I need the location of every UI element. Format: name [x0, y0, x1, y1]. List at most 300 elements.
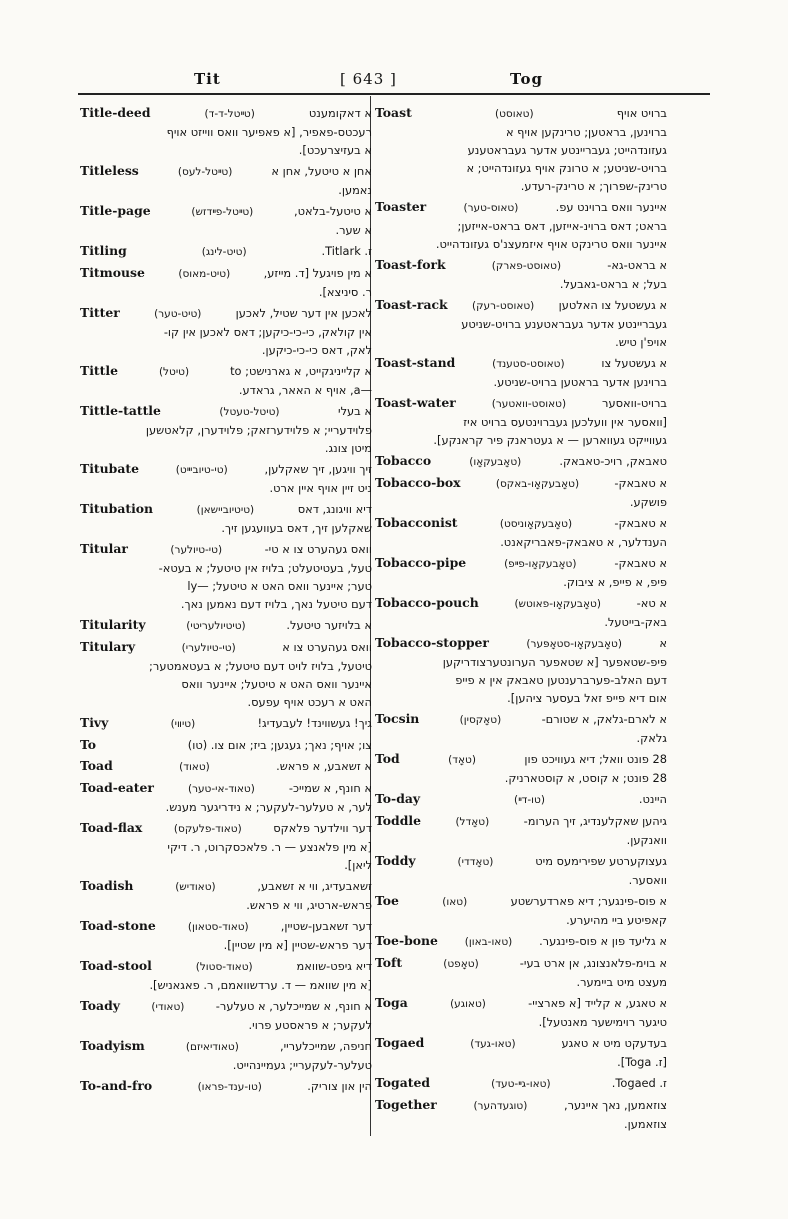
entry-pronunciation: (טיט-מאוס) [178, 268, 231, 280]
entry-pronunciation: (טאוסט-וואטער) [491, 398, 567, 410]
entry-first-line [375, 594, 667, 613]
entry-first-line [80, 202, 372, 221]
dictionary-entry [80, 500, 372, 537]
entry-headword: Tobacco [375, 453, 432, 468]
entry-definition: גיהען שאקלענדיג, זיך הערומ- [523, 814, 667, 828]
entry-definition-line: [וואסער אין וועלכען געברוינטעס ברויט איז [463, 415, 667, 429]
entry-pronunciation: (טאוד) [179, 761, 210, 773]
entry-first-line [375, 554, 667, 573]
entry-first-line [80, 500, 372, 519]
entry-definition: א בוימ-פלאנצונג, אן ארט בעי- [519, 956, 667, 970]
entry-definition-line: לעקער; א פראסטע פרוי. [248, 1018, 372, 1032]
entry-first-line [375, 198, 667, 217]
entry-pronunciation: (טאָקסין) [459, 714, 502, 726]
dictionary-entry [80, 304, 372, 359]
entry-definition: א טאבאק- [614, 476, 667, 490]
entry-headword: Title-page [80, 203, 151, 218]
entry-first-line [375, 354, 667, 373]
entry-definition-line: באק-בייטעל. [604, 615, 667, 629]
entry-first-line [80, 242, 372, 261]
entry-first-line [375, 634, 667, 653]
dictionary-entry [80, 714, 372, 733]
entry-pronunciation: (טוגעדהער) [473, 1100, 528, 1112]
entry-pronunciation: (טאוד-אי-טער) [187, 783, 255, 795]
entry-definition-line: איינער וואס טרינקט אויף איזמעצנ'ס געזונדהייט. [435, 237, 667, 251]
entry-headword: Tivy [80, 715, 109, 730]
entry-first-line [375, 1034, 667, 1053]
entry-first-line [80, 616, 372, 635]
entry-headword: Titubate [80, 461, 139, 476]
entry-first-line [80, 877, 372, 896]
entry-pronunciation: (טאָדדי) [457, 856, 494, 868]
entry-definition: דיא וויגונג, דאס [297, 502, 372, 516]
entry-definition-line: נאמען. [338, 183, 372, 197]
entry-definition-line: ניט זיין אויף איין ארט. [269, 481, 372, 495]
dictionary-entry [80, 736, 372, 754]
entry-headword: Tobacconist [375, 515, 458, 530]
entry-headword: Tobacco-box [375, 475, 461, 490]
entry-definition-line: [א מין שוואמ — ד. ערדשוואמם, ר. פאגאניש]. [149, 978, 372, 992]
entry-headword: Toast-fork [375, 257, 446, 272]
entry-definition-line: טרינק-שפרוך; א טרינק-רעדע. [520, 179, 667, 193]
entry-pronunciation: (טאוסט-רעק) [471, 300, 535, 312]
entry-definition: אחן א טיטעל, אחן א [271, 164, 372, 178]
entry-pronunciation: (טי-טיוביײט) [175, 464, 228, 476]
entry-headword: Toaster [375, 199, 427, 214]
entry-definition: וואס געהערט צו א [282, 640, 372, 654]
entry-definition-line: ליאן]. [344, 858, 372, 872]
entry-pronunciation: (טיװי) [170, 718, 196, 730]
entry-definition: 28 פונט וואל; דיא געוויכט פון [524, 752, 667, 766]
entry-definition: א חונף, א שמייכלער, א טעלער- [215, 999, 372, 1013]
entry-pronunciation: (טו-ענד-פראו) [197, 1081, 262, 1093]
dictionary-entry [375, 198, 667, 253]
entry-definition-line: טעלער-לעקעריי; געמיינהייט. [232, 1058, 372, 1072]
entry-first-line [375, 852, 667, 871]
dictionary-entry [375, 710, 667, 747]
dictionary-entry [80, 362, 372, 399]
entry-definition: א טאבאק- [614, 516, 667, 530]
entry-definition: זשאבעדיג, ווי א זשאבע, [257, 879, 372, 893]
entry-definition: א בעלי [338, 404, 372, 418]
entry-pronunciation: (טיטל-טעטל) [219, 406, 280, 418]
entry-first-line [80, 304, 372, 323]
entry-definition: א [659, 636, 667, 650]
entry-first-line [375, 954, 667, 973]
entry-headword: Tobacco-pouch [375, 595, 479, 610]
entry-headword: To-day [375, 791, 421, 806]
entry-first-line [80, 757, 372, 776]
entry-first-line [80, 779, 372, 798]
entry-definition-line: געזונדהייט; געבריינטע אדער געבראטענע [467, 143, 667, 157]
entry-definition: ברויט אויף [616, 106, 667, 120]
entry-headword: Toad-stool [80, 958, 152, 973]
dictionary-entry [80, 997, 372, 1034]
dictionary-entry [375, 594, 667, 631]
entry-first-line [80, 362, 372, 381]
entry-headword: Toga [375, 995, 408, 1010]
entry-first-line [375, 1074, 667, 1093]
entry-first-line [375, 750, 667, 769]
entry-definition-line: —a, אויף א האאר, גראדע. [238, 383, 372, 397]
dictionary-entry [80, 104, 372, 159]
entry-pronunciation: (טאו-באון) [464, 936, 513, 948]
entry-first-line [80, 957, 372, 976]
entry-definition-line: לאק, דאס כי-כי-כיקען. [261, 343, 372, 357]
entry-definition-line: דעם האלב-פערברענטען טאבאק אין א פייפ [455, 673, 667, 687]
dictionary-entry [80, 540, 372, 613]
entry-first-line [80, 1077, 372, 1096]
entry-definition: דער זשאבען-שטיין, [280, 919, 372, 933]
entry-pronunciation: (טאו-גײ-טעד) [491, 1078, 551, 1090]
entry-definition: טאבאק, רויכ-טאבאק. [559, 454, 667, 468]
dictionary-entry [80, 638, 372, 711]
entry-first-line [375, 1096, 667, 1115]
left-guide-word: Tit [194, 70, 221, 88]
entry-headword: Toast-rack [375, 297, 448, 312]
dictionary-entry [375, 354, 667, 391]
entry-pronunciation: (טאָבעקאָו-סטאָפּער) [526, 638, 622, 650]
entry-definition-line: ברוינען אדער בראטען ברויט-שניטע. [493, 375, 667, 389]
entry-first-line [375, 514, 667, 533]
entry-headword: Tocsin [375, 711, 420, 726]
entry-definition: א פוס-פינגער; דיא פארדערשטע [510, 894, 667, 908]
entry-definition-line: פיפ-שטאפער [א שטאפער הערונטערצודריקען [442, 655, 667, 669]
entry-pronunciation: (טאודיש) [175, 881, 216, 893]
entry-pronunciation: (טײטל-לעס) [177, 166, 233, 178]
entry-headword: Titter [80, 305, 120, 320]
page-number: [ 643 ] [340, 70, 397, 88]
entry-pronunciation: (טיט-טער) [154, 308, 202, 320]
entry-definition: חניפה, שמייכלעריי, [279, 1039, 372, 1053]
entry-definition: א לארם-גלאק, א שטורם- [541, 712, 667, 726]
dictionary-entry [375, 892, 667, 929]
entry-definition-line: האט א רעכט אויף עפעס. [247, 695, 372, 709]
entry-headword: Tod [375, 751, 400, 766]
entry-first-line [80, 540, 372, 559]
entry-pronunciation: (טאוס-טער) [463, 202, 519, 214]
entry-pronunciation: (טאָבעקאָו-פײפ) [504, 558, 577, 570]
entry-headword: Toe [375, 893, 399, 908]
entry-pronunciation: (טײטל-ד-ד) [204, 108, 255, 120]
entry-pronunciation: (טאוסט) [495, 108, 534, 120]
dictionary-entry [375, 1096, 667, 1133]
entry-definition: א טא- [636, 596, 667, 610]
entry-headword: Titular [80, 541, 128, 556]
dictionary-entry [375, 452, 667, 471]
dictionary-entry [375, 932, 667, 951]
entry-definition: לאכען אין דער שטיל, לאכען [235, 306, 372, 320]
entry-definition-line: [ז. Toga]. [617, 1055, 667, 1069]
entry-definition: היינט. [638, 792, 667, 806]
entry-pronunciation: (טאָבעקאָו) [469, 456, 522, 468]
entry-first-line [80, 819, 372, 838]
page-header [78, 64, 710, 92]
entry-definition: ז. Titlark. [321, 244, 372, 258]
entry-headword: Togated [375, 1075, 431, 1090]
entry-first-line [375, 256, 667, 275]
entry-headword: Toad [80, 758, 113, 773]
entry-definition-line: א בעזיצרעכט]. [298, 143, 372, 157]
entry-definition-line: געווייקט געווארען — א געטראנק פיר קראנקע]. [433, 433, 667, 447]
entry-definition-line: לער, א טעלער-לעקער; א נידריגער מענש. [165, 800, 372, 814]
entry-definition: דיא גיפט-שוואמ [296, 959, 372, 973]
left-column [80, 104, 372, 1099]
entry-definition: א בלויזער טיטעל. [286, 618, 372, 632]
entry-definition: א טאגע, א קלייד [א פארציי- [528, 996, 667, 1010]
dictionary-entry [375, 256, 667, 293]
entry-definition-line: פושקע. [629, 495, 667, 509]
entry-pronunciation: (טאָבעקאָו-פאוטש) [514, 598, 601, 610]
dictionary-entry [80, 877, 372, 914]
entry-definition-line: צוזאמען. [623, 1117, 667, 1131]
entry-headword: Toady [80, 998, 120, 1013]
dictionary-entry [375, 554, 667, 591]
entry-headword: To-and-fro [80, 1078, 153, 1093]
entry-first-line [80, 638, 372, 657]
entry-definition-line: טעל, בעטיטעלט; בלויז אין טיטעל; א בעטא- [158, 561, 372, 575]
entry-definition: גיך! געשווינד! לעבעדיג! [257, 716, 372, 730]
entry-first-line [375, 790, 667, 809]
entry-definition-line: פיפ, א פייפ, א ציבוק. [563, 575, 667, 589]
entry-first-line [375, 892, 667, 911]
entry-definition-line: אום דיא פייפ זאל בעסער ציהען]. [507, 691, 667, 705]
entry-pronunciation: (טאָבעקאָוניסט) [499, 518, 573, 530]
entry-pronunciation: (טאָפט) [443, 958, 479, 970]
entry-definition-line: מעצט מיט ביימער. [576, 975, 667, 989]
entry-headword: Toad-eater [80, 780, 154, 795]
dictionary-entry [375, 954, 667, 991]
entry-definition-line: וואסער. [628, 873, 667, 887]
dictionary-entry [80, 202, 372, 239]
entry-headword: Toad-stone [80, 918, 156, 933]
entry-definition-line: ברויט-שניטע; א טרונק אויף געזונדהייט; א [466, 161, 667, 175]
entry-definition-line: טיגער רוימישער מאנטעל]. [538, 1015, 667, 1029]
dictionary-entry [80, 264, 372, 301]
entry-headword: Titling [80, 243, 127, 258]
entry-definition: א טיטעל-בלאט, [294, 204, 372, 218]
entry-definition-line: אויפ'ן טיש. [615, 335, 667, 349]
entry-first-line [375, 394, 667, 413]
entry-headword: Toad-flax [80, 820, 143, 835]
dictionary-entry [375, 394, 667, 449]
dictionary-entry [80, 1037, 372, 1074]
entry-pronunciation: (טאוסט-סטענד) [492, 358, 565, 370]
dictionary-entry [375, 514, 667, 551]
entry-definition: זיך וויגען, זיך שאקלען, [264, 462, 372, 476]
entry-definition: א זשאבע, א פראש. [276, 759, 372, 773]
entry-definition-line: בעל; א בראט-גאבעל. [559, 277, 667, 291]
entry-definition: דער ווילדער פלאקס [273, 821, 372, 835]
entry-pronunciation: (טאָדל) [455, 816, 490, 828]
entry-headword: Toadyism [80, 1038, 145, 1053]
entry-first-line [375, 932, 667, 951]
entry-definition-line: פלוידעריי; א פלוידערזאק; פלוידערן, קלאטשען [145, 423, 372, 437]
entry-definition: א בראט-גא- [607, 258, 667, 272]
entry-definition: א געשטעל צו [601, 356, 667, 370]
dictionary-entry [375, 750, 667, 787]
entry-headword: Toddle [375, 813, 421, 828]
entry-first-line [80, 997, 372, 1016]
entry-first-line [80, 402, 372, 421]
entry-headword: To [80, 737, 97, 752]
entry-definition-line: הענדלער, א טאבאק-פאבריקאנט. [500, 535, 667, 549]
entry-first-line [80, 162, 372, 181]
entry-definition-line: [א מין פלאנצע — ר. פלאכסקרוט, ר. דיקי [167, 840, 372, 854]
entry-definition-line: דער פראש-שטיין [א מין שטיין]. [223, 938, 372, 952]
entry-definition-line: בראט; דאס ברוינ-אייזען, דאס בראט-אייזען; [457, 219, 667, 233]
entry-first-line [80, 736, 372, 754]
entry-definition-line: דעם טיטעל נאך, בלויז דעם נאמען נאך. [180, 597, 372, 611]
entry-definition: א חונף, א שמייכ- [288, 781, 372, 795]
entry-headword: Toft [375, 955, 403, 970]
entry-definition-line: רעכטס-פאפיר, [א פאפיער וואס ווייזט אויף [166, 125, 372, 139]
entry-pronunciation: (טאוגע) [450, 998, 486, 1010]
entry-definition-line: טיטעל, בלויז לויט דעם טיטעל; א בעטאמטער; [149, 659, 372, 673]
entry-definition-line: קאפיטע ביי מהיערע. [566, 913, 667, 927]
entry-definition: בעדעקט מיט א טאגע [561, 1036, 667, 1050]
entry-definition: ז. Togaed. [611, 1076, 667, 1090]
entry-pronunciation: (טאוסט-פארק) [491, 260, 562, 272]
entry-headword: Title-deed [80, 105, 151, 120]
entry-headword: Together [375, 1097, 437, 1112]
dictionary-entry [80, 957, 372, 994]
entry-definition: געצוקערטע שפירימעס מיט [535, 854, 667, 868]
entry-definition: צוזאמען, נאך איינער, [564, 1098, 667, 1112]
entry-first-line [375, 104, 667, 123]
entry-first-line [375, 296, 667, 315]
entry-pronunciation: (טאודי) [151, 1001, 185, 1013]
dictionary-entry [375, 994, 667, 1031]
entry-pronunciation: (טאָד) [448, 754, 476, 766]
entry-pronunciation: (טי-טיולער) [170, 544, 223, 556]
entry-headword: Titleless [80, 163, 139, 178]
entry-definition: צו; אויף; נאך; געגען; ביז; אום צו. (טו) [187, 738, 372, 752]
entry-headword: Titmouse [80, 265, 145, 280]
entry-first-line [375, 710, 667, 729]
entry-pronunciation: (טאוד-פלעקס) [173, 823, 242, 835]
entry-first-line [80, 460, 372, 479]
dictionary-entry [80, 779, 372, 816]
entry-definition-line: פראש-ארטיג, ווי א פראש. [246, 898, 372, 912]
entry-definition: א גליעד פון א פוס-פינגער. [539, 934, 667, 948]
entry-first-line [375, 812, 667, 831]
entry-pronunciation: (טײטל-פײדזש) [191, 206, 254, 218]
entry-first-line [375, 994, 667, 1013]
entry-first-line [80, 264, 372, 283]
dictionary-entry [80, 757, 372, 776]
entry-definition-line: ר. סיניצא]. [318, 285, 372, 299]
dictionary-entry [375, 1074, 667, 1093]
entry-pronunciation: (טיטל) [158, 366, 190, 378]
dictionary-entry [375, 852, 667, 889]
entry-definition-line: שאקלען זיך, דאס בעוועגען זיך. [221, 521, 372, 535]
entry-headword: Toadish [80, 878, 134, 893]
entry-definition: א טאבאק- [614, 556, 667, 570]
entry-pronunciation: (טאו) [442, 896, 468, 908]
dictionary-entry [375, 1034, 667, 1071]
dictionary-entry [375, 790, 667, 809]
entry-headword: Tobacco-pipe [375, 555, 467, 570]
entry-pronunciation: (טיטיוביישאן) [196, 504, 255, 516]
entry-pronunciation: (טאו-געד) [470, 1038, 516, 1050]
entry-pronunciation: (טו-דײ) [514, 794, 545, 806]
dictionary-entry [375, 634, 667, 707]
entry-headword: Toast-stand [375, 355, 456, 370]
entry-definition-line: טער; איינער וואס האט א טיטעל; —ly [187, 579, 372, 593]
dictionary-entry [80, 402, 372, 457]
entry-headword: Tittle [80, 363, 118, 378]
entry-pronunciation: (טאָבעקאָו-באקס) [495, 478, 580, 490]
entry-first-line [375, 452, 667, 471]
right-column [375, 104, 667, 1136]
entry-definition-line: וואנקען. [626, 833, 667, 847]
entry-definition: וואס געהערט צו א טי- [264, 542, 372, 556]
entry-definition: א מין פויגעל [ד. מייזע, [263, 266, 372, 280]
entry-definition-line: מיטן צונג. [324, 441, 372, 455]
entry-definition-line: ברוינען, בראטען; טרינקען אויף א [505, 125, 667, 139]
entry-pronunciation: (טאודיאיזם) [185, 1041, 239, 1053]
entry-definition-line: 28 פונט; א קוסט, א קוסטארניק. [504, 771, 667, 785]
entry-definition-line: געבריינטע אדער געבראטענע ברויט-שניטע [461, 317, 667, 331]
entry-definition-line: אין קולאק, כי-כי-כיקען; דאס לאכען אין קו- [163, 325, 372, 339]
entry-first-line [80, 1037, 372, 1056]
entry-definition-line: א שער. [335, 223, 372, 237]
entry-first-line [80, 714, 372, 733]
dictionary-entry [375, 474, 667, 511]
header-rule [78, 93, 710, 95]
entry-pronunciation: (טאוד-סטול) [195, 961, 253, 973]
entry-headword: Toast [375, 105, 412, 120]
entry-headword: Toe-bone [375, 933, 438, 948]
dictionary-entry [80, 819, 372, 874]
entry-pronunciation: (טיט-לינג) [201, 246, 247, 258]
entry-definition: ברויט-וואסער [602, 396, 667, 410]
dictionary-entry [375, 104, 667, 195]
entry-headword: Tittle-tattle [80, 403, 161, 418]
dictionary-entry [80, 1077, 372, 1096]
entry-definition: הין און צוריק. [307, 1079, 372, 1093]
right-guide-word: Tog [510, 70, 543, 88]
entry-first-line [375, 474, 667, 493]
entry-headword: Titulary [80, 639, 136, 654]
entry-pronunciation: (טי-טיולערי) [181, 642, 236, 654]
dictionary-entry [80, 460, 372, 497]
entry-definition: א געשטעל צו האלטען [558, 298, 667, 312]
entry-definition-line: איינער וואס האט א טיטעל; איינער וואס [181, 677, 372, 691]
dictionary-entry [80, 242, 372, 261]
entry-headword: Titularity [80, 617, 146, 632]
entry-pronunciation: (טיטיולעריטי) [186, 620, 246, 632]
entry-headword: Tobacco-stopper [375, 635, 489, 650]
entry-definition: איינער וואס ברוינט עפ. [555, 200, 667, 214]
entry-definition: א קלייניגקייט, א גארנישט; to [230, 364, 372, 378]
dictionary-entry [80, 162, 372, 199]
dictionary-entry [375, 812, 667, 849]
dictionary-entry [375, 296, 667, 351]
entry-headword: Toddy [375, 853, 416, 868]
entry-headword: Titubation [80, 501, 154, 516]
entry-first-line [80, 104, 372, 123]
entry-headword: Toast-water [375, 395, 456, 410]
entry-headword: Togaed [375, 1035, 425, 1050]
entry-definition-line: גלאק. [636, 731, 667, 745]
entry-definition: א דאקומענט [308, 106, 372, 120]
entry-first-line [80, 917, 372, 936]
dictionary-entry [80, 917, 372, 954]
dictionary-entry [80, 616, 372, 635]
entry-pronunciation: (טאוד-סטאון) [187, 921, 249, 933]
